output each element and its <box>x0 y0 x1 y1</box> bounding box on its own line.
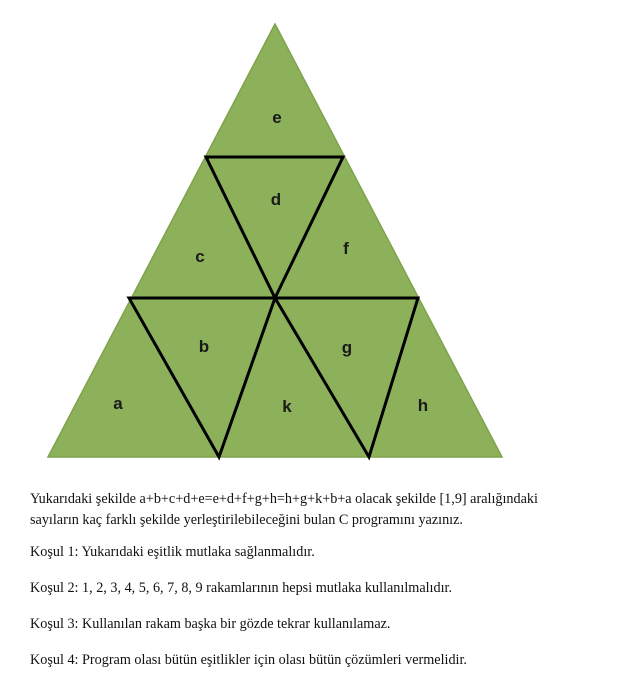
intro-line-1: Yukarıdaki şekilde a+b+c+d+e=e+d+f+g+h=h+g+k+b+a olacak şekilde [1,9] aralığındaki <box>30 491 538 507</box>
condition-1: Koşul 1: Yukarıdaki eşitlik mutlaka sağlanmalıdır. <box>30 544 315 560</box>
intro-line-2: sayıların kaç farklı şekilde yerleştirilebileceğini bulan C programını yazınız. <box>30 512 463 528</box>
problem-intro <box>30 489 630 531</box>
cell-label-c: c <box>195 247 205 266</box>
outer-triangle <box>48 24 502 457</box>
cell-label-e: e <box>272 108 282 127</box>
condition-3: Koşul 3: Kullanılan rakam başka bir gözde tekrar kullanılamaz. <box>30 616 391 632</box>
cell-label-g: g <box>341 338 353 357</box>
cell-label-a: a <box>113 394 123 413</box>
cell-label-d: d <box>270 190 282 209</box>
cell-label-f: f <box>343 239 349 258</box>
cell-label-k: k <box>282 397 292 416</box>
cell-label-h: h <box>417 396 429 415</box>
problem-text <box>30 489 630 686</box>
condition-4: Koşul 4: Program olası bütün eşitlikler için olası bütün çözümleri vermelidir. <box>30 652 467 668</box>
condition-2: Koşul 2: 1, 2, 3, 4, 5, 6, 7, 8, 9 rakamlarının hepsi mutlaka kullanılmalıdır. <box>30 580 453 596</box>
cell-label-b: b <box>198 337 210 356</box>
